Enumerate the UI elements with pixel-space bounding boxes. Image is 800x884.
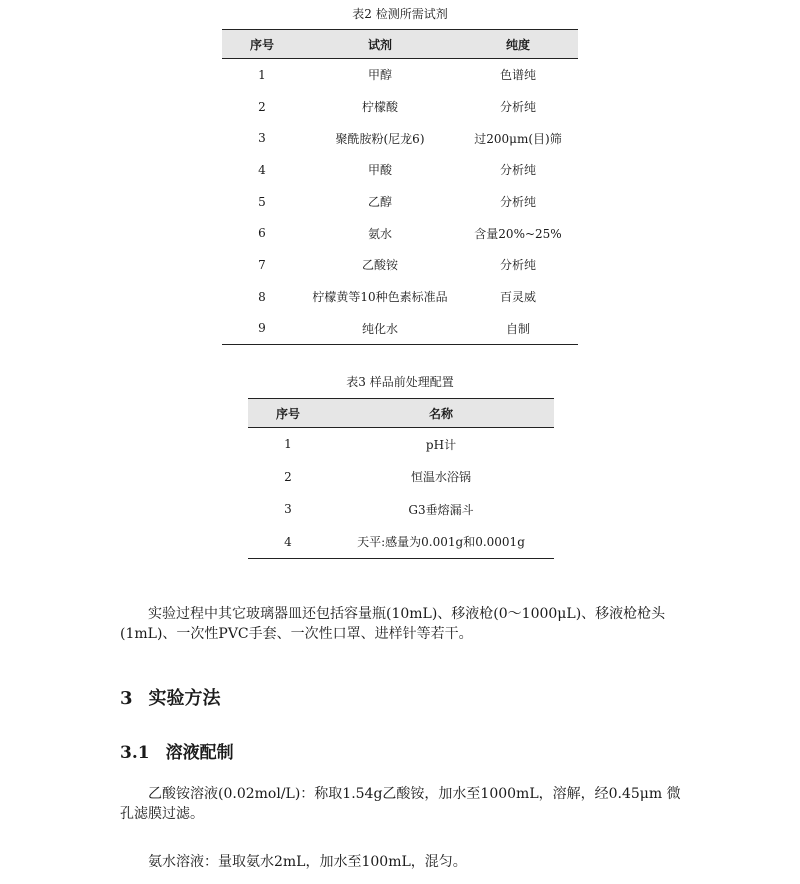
table-cell: 纯化水 — [302, 313, 458, 345]
reagents-table — [222, 29, 578, 345]
pretreatment-table — [248, 398, 554, 559]
table-cell: 8 — [258, 289, 266, 304]
table-header-row — [248, 399, 554, 428]
table-cell: 5 — [258, 194, 266, 209]
table-row — [248, 461, 554, 494]
table-cell: 1 — [258, 67, 266, 82]
table-cell: 4 — [248, 526, 328, 559]
table-cell: G3垂熔漏斗 — [408, 502, 474, 517]
table-row — [222, 91, 578, 123]
table-header-row — [222, 30, 578, 59]
section-title: 实验方法 — [148, 688, 221, 709]
table-cell: 柠檬黄等10种色素标准品 — [312, 290, 448, 305]
table-cell: 自制 — [458, 313, 578, 345]
table-cell: 恒温水浴锅 — [410, 470, 471, 485]
column-header: 序号 — [222, 30, 302, 59]
table-cell: 乙酸铵 — [361, 258, 398, 273]
table-row — [222, 281, 578, 313]
table-row — [248, 428, 554, 461]
table-row — [222, 313, 578, 345]
section-title: 溶液配制 — [165, 743, 234, 763]
table-cell: 过200μm(目)筛 — [474, 131, 562, 146]
equipment-paragraph: 实验过程中其它玻璃器皿还包括容量瓶(10mL)、移液枪(0～1000μL)、移液枪枪头(1mL)、一次性PVC手套、一次性口罩、进样针等若干。 — [120, 606, 666, 642]
section-number: 3.1 — [120, 743, 150, 763]
table-cell: pH计 — [425, 437, 457, 452]
table3-caption: 表3 样品前处理配置 — [346, 375, 454, 389]
table-cell: 乙醇 — [367, 195, 392, 210]
table-cell: 3 — [284, 502, 292, 517]
table-cell: 甲酸 — [367, 163, 392, 178]
table-cell: 3 — [258, 131, 266, 146]
column-header: 名称 — [328, 399, 554, 428]
table-cell: 2 — [284, 469, 292, 484]
table-cell: 氨水 — [367, 226, 392, 241]
ammonia-paragraph: 氨水溶液：量取氨水2mL，加水至100mL，混匀。 — [148, 854, 467, 870]
table-cell: 分析纯 — [499, 163, 536, 178]
ammonium-acetate-paragraph: 乙酸铵溶液(0.02mol/L)：称取1.54g乙酸铵，加水至1000mL，溶解，经0.45μm 微孔滤膜过滤。 — [120, 786, 681, 822]
table-cell: 分析纯 — [499, 195, 536, 210]
table-row — [222, 122, 578, 154]
table-cell: 1 — [284, 437, 292, 452]
table-cell: 柠檬酸 — [361, 100, 398, 115]
table-row — [248, 526, 554, 559]
section-number: 3 — [120, 688, 133, 709]
table-cell: 百灵威 — [499, 290, 536, 305]
table-cell: 聚酰胺粉(尼龙6) — [335, 131, 425, 146]
section-3-1-heading — [120, 738, 234, 763]
column-header: 纯度 — [458, 30, 578, 59]
table-cell: 色谱纯 — [499, 68, 536, 83]
table-cell: 分析纯 — [499, 258, 536, 273]
table-row — [222, 186, 578, 218]
table-row — [222, 217, 578, 249]
table-cell: 9 — [222, 313, 302, 345]
table-cell: 含量20%~25% — [474, 226, 562, 241]
column-header: 试剂 — [302, 30, 458, 59]
table-cell: 2 — [258, 99, 266, 114]
table-cell: 天平:感量为0.001g和0.0001g — [328, 526, 554, 559]
table-cell: 4 — [258, 162, 266, 177]
table-cell: 6 — [258, 226, 266, 241]
table-row — [248, 493, 554, 526]
table-row — [222, 59, 578, 91]
table2-caption: 表2 检测所需试剂 — [352, 7, 448, 21]
table-cell: 甲醇 — [367, 68, 392, 83]
table-row — [222, 154, 578, 186]
column-header: 序号 — [248, 399, 328, 428]
table-row — [222, 249, 578, 281]
table-cell: 分析纯 — [499, 100, 536, 115]
table-cell: 7 — [258, 257, 266, 272]
section-3-heading — [120, 684, 221, 710]
